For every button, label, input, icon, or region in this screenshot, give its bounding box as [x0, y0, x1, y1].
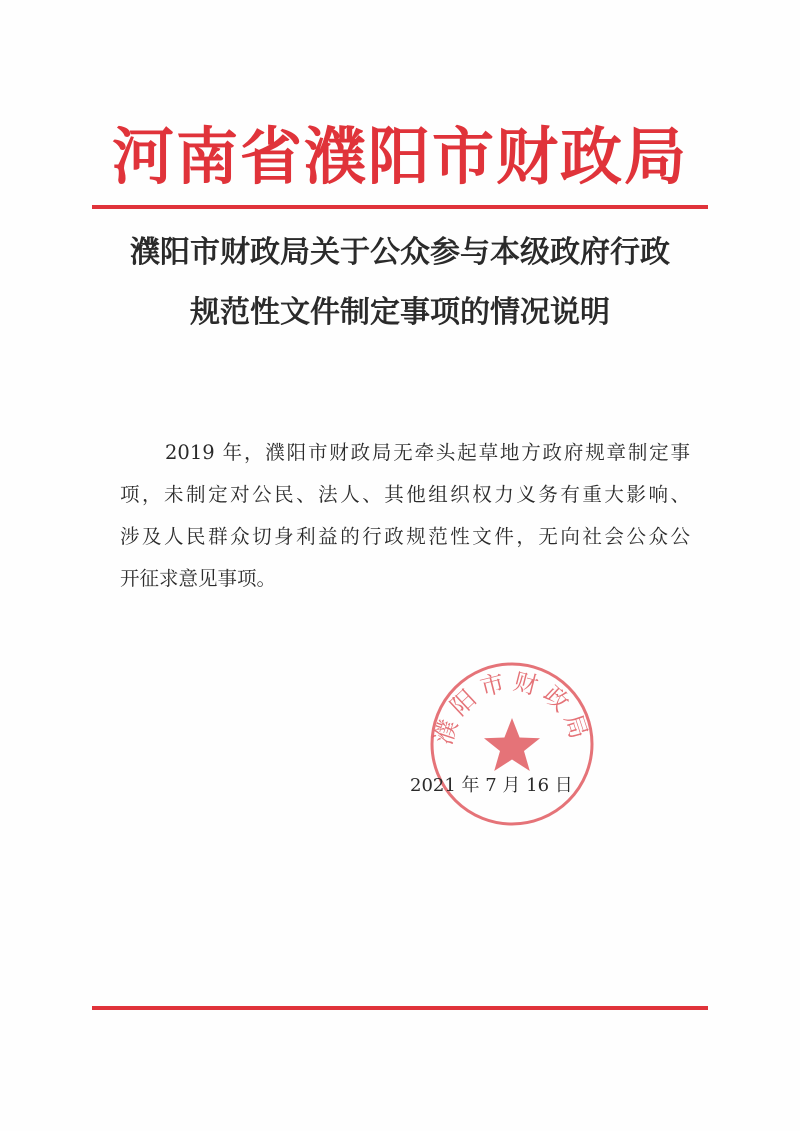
- star-icon: [484, 718, 540, 771]
- body-line: 2019 年，濮阳市财政局无牵头起草地方政府规章制定事: [165, 441, 690, 464]
- letterhead-rule: [92, 205, 708, 209]
- body-line: 开征求意见事项。: [120, 567, 277, 590]
- letterhead-title: 河南省濮阳市财政局: [111, 120, 688, 193]
- document-title-line-1: 濮阳市财政局关于公众参与本级政府行政: [130, 235, 670, 270]
- official-seal: [428, 660, 596, 828]
- body-paragraph: [120, 432, 690, 600]
- body-line: 涉及人民群众切身利益的行政规范性文件，无向社会公众公: [120, 525, 690, 548]
- seal-text: 濮阳市财政局: [429, 667, 595, 748]
- signing-date: 2021 年 7 月 16 日: [410, 775, 573, 796]
- footer-rule: [92, 1006, 708, 1010]
- document-title-line-2: 规范性文件制定事项的情况说明: [190, 295, 610, 330]
- body-line: 项，未制定对公民、法人、其他组织权力义务有重大影响、: [120, 483, 690, 506]
